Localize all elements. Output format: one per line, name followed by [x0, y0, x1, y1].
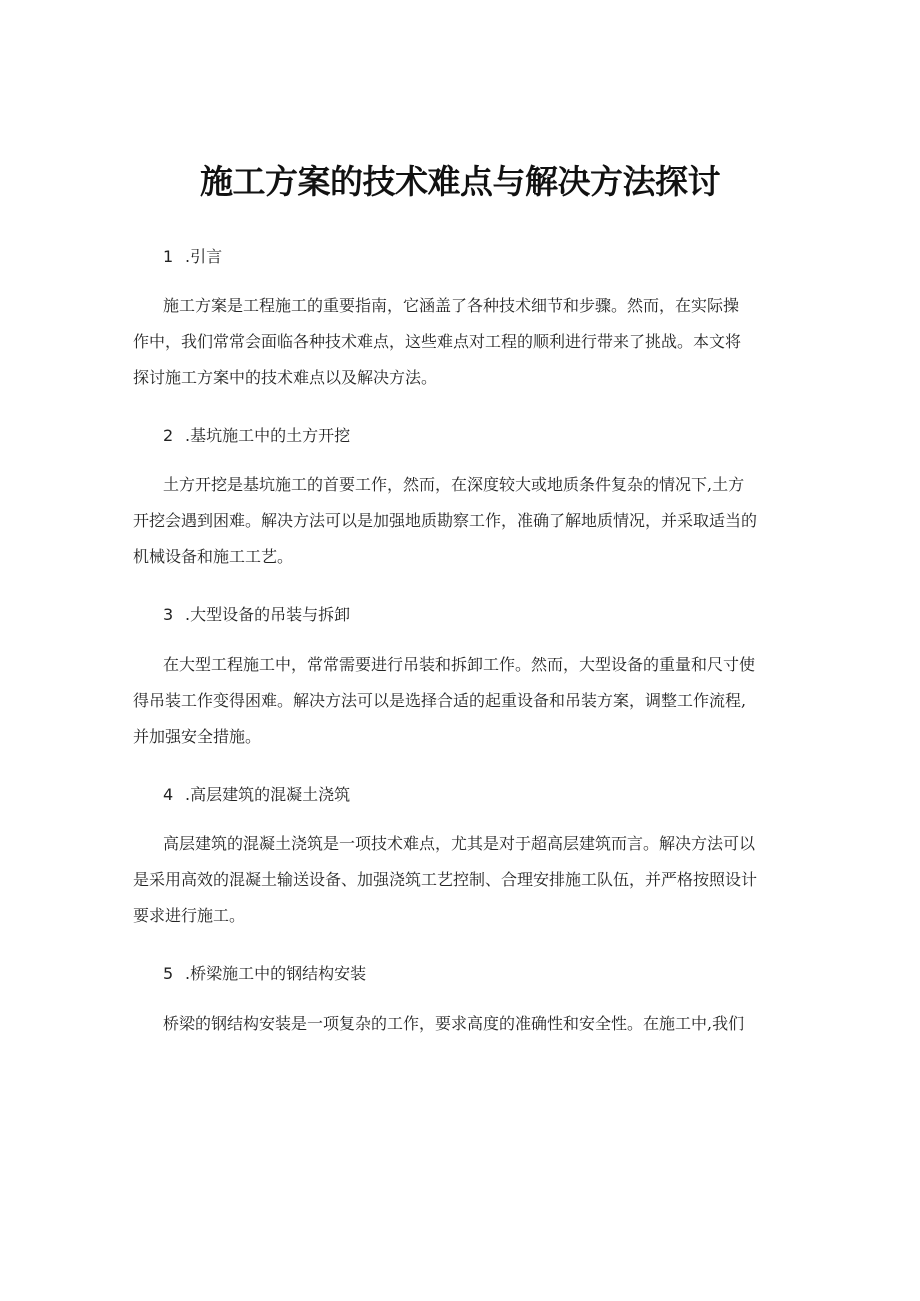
section-heading-text: .引言	[185, 247, 223, 266]
section-number: 5	[163, 964, 174, 983]
section-number: 2	[163, 426, 174, 445]
section-paragraph-4	[133, 826, 803, 934]
section-number: 4	[163, 785, 174, 804]
paragraph-line: 土方开挖是基坑施工的首要工作，然而，在深度较大或地质条件复杂的情况下,土方	[163, 475, 745, 494]
paragraph-line: 开挖会遇到困难。解决方法可以是加强地质勘察工作，准确了解地质情况，并采取适当的	[133, 511, 758, 530]
paragraph-line: 施工方案是工程施工的重要指南，它涵盖了各种技术细节和步骤。然而，在实际操	[163, 296, 740, 315]
section-paragraph-2	[133, 467, 803, 575]
section-heading-1	[163, 245, 222, 269]
paragraph-line: 高层建筑的混凝土浇筑是一项技术难点，尤其是对于超高层建筑而言。解决方法可以	[163, 834, 756, 853]
paragraph-line: 探讨施工方案中的技术难点以及解决方法。	[133, 368, 438, 387]
section-paragraph-1	[133, 288, 803, 396]
section-heading-text: .基坑施工中的土方开挖	[185, 426, 351, 445]
section-heading-text: .大型设备的吊装与拆卸	[185, 605, 351, 624]
paragraph-line: 得吊装工作变得困难。解决方法可以是选择合适的起重设备和吊装方案，调整工作流程,	[133, 691, 747, 710]
paragraph-line: 在大型工程施工中，常常需要进行吊装和拆卸工作。然而，大型设备的重量和尺寸使	[163, 655, 756, 674]
section-paragraph-5	[133, 1006, 803, 1042]
section-heading-2	[163, 424, 350, 448]
paragraph-line: 机械设备和施工工艺。	[133, 547, 294, 566]
paragraph-line: 并加强安全措施。	[133, 727, 262, 746]
paragraph-line: 作中，我们常常会面临各种技术难点，这些难点对工程的顺利进行带来了挑战。本文将	[133, 332, 742, 351]
section-heading-text: .桥梁施工中的钢结构安装	[185, 964, 367, 983]
section-heading-5	[163, 962, 366, 986]
section-number: 1	[163, 247, 174, 266]
section-number: 3	[163, 605, 174, 624]
section-heading-3	[163, 603, 350, 627]
paragraph-line: 桥梁的钢结构安装是一项复杂的工作，要求高度的准确性和安全性。在施工中,我们	[163, 1014, 745, 1033]
section-heading-4	[163, 783, 350, 807]
section-heading-text: .高层建筑的混凝土浇筑	[185, 785, 351, 804]
paragraph-line: 是采用高效的混凝土输送设备、加强浇筑工艺控制、合理安排施工队伍，并严格按照设计	[133, 870, 758, 889]
paragraph-line: 要求进行施工。	[133, 906, 246, 925]
page-title: 施工方案的技术难点与解决方法探讨	[200, 162, 720, 201]
section-paragraph-3	[133, 647, 803, 755]
